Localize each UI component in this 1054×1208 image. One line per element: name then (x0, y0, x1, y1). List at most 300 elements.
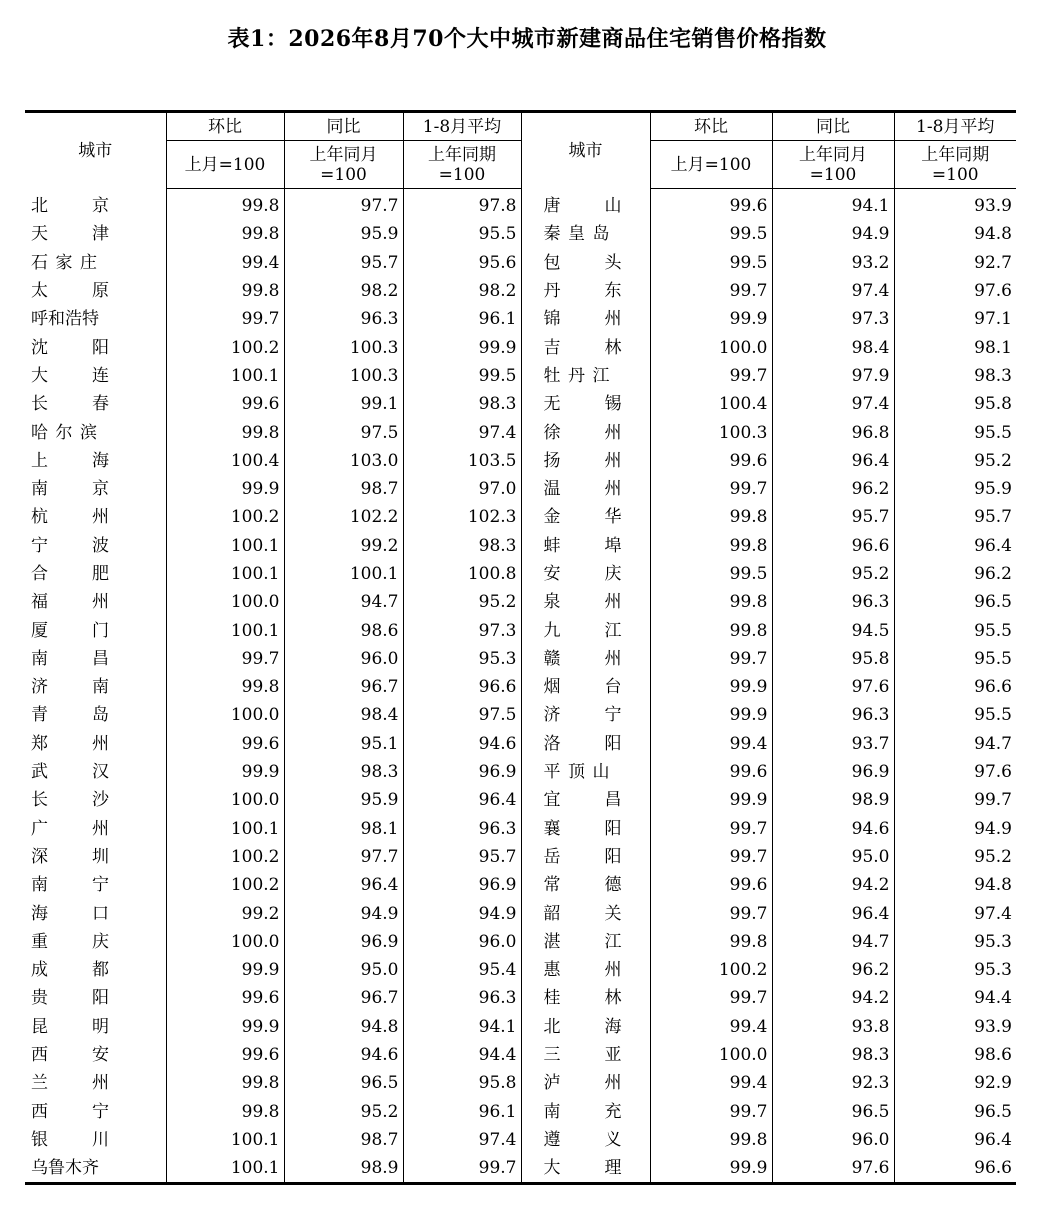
table-row (25, 390, 1016, 418)
city-name: 济 宁 (543, 705, 622, 726)
mom-cell-left: 100.2 (166, 503, 284, 531)
city-cell-right (521, 984, 650, 1012)
mom-cell-right: 99.8 (650, 588, 772, 616)
mom-cell-left: 100.1 (166, 815, 284, 843)
city-name: 安 庆 (543, 564, 622, 584)
city-name: 沈 阳 (31, 337, 109, 358)
yoy-cell-right: 95.7 (772, 503, 894, 531)
city-cell-left (25, 277, 166, 305)
mom-cell-left: 99.6 (166, 984, 284, 1012)
mom-cell-left: 99.6 (166, 1041, 284, 1069)
yoy-cell-left: 97.7 (284, 189, 403, 221)
avg-cell-left: 95.4 (403, 956, 521, 984)
header-yoy-left: 同比 (284, 112, 403, 141)
avg-cell-right: 94.8 (894, 871, 1016, 899)
mom-cell-right: 99.9 (650, 786, 772, 814)
city-cell-left (25, 1013, 166, 1041)
avg-cell-left: 99.5 (403, 362, 521, 390)
yoy-cell-right: 94.1 (772, 189, 894, 221)
city-name: 九 江 (543, 620, 622, 641)
yoy-cell-left: 96.9 (284, 928, 403, 956)
avg-cell-right: 96.6 (894, 673, 1016, 701)
avg-cell-left: 94.9 (403, 899, 521, 927)
city-name: 哈 尔 滨 (31, 422, 97, 443)
city-cell-left (25, 843, 166, 871)
city-cell-left (25, 390, 166, 418)
header-avg-left: 1-8月平均 (403, 112, 521, 141)
yoy-cell-right: 96.2 (772, 475, 894, 503)
yoy-cell-left: 95.9 (284, 220, 403, 248)
yoy-cell-right: 94.2 (772, 984, 894, 1012)
city-name: 长 春 (31, 394, 109, 415)
city-name: 洛 阳 (543, 733, 622, 754)
yoy-cell-left: 96.7 (284, 984, 403, 1012)
mom-cell-left: 100.0 (166, 786, 284, 814)
page-title: 表1：2026年8月70个大中城市新建商品住宅销售价格指数 (227, 26, 827, 52)
yoy-cell-right: 94.5 (772, 616, 894, 644)
city-name: 贵 阳 (31, 988, 109, 1009)
mom-cell-left: 99.6 (166, 390, 284, 418)
city-cell-right (521, 673, 650, 701)
mom-cell-right: 99.9 (650, 1154, 772, 1184)
mom-cell-right: 99.9 (650, 673, 772, 701)
mom-cell-left: 100.0 (166, 701, 284, 729)
city-name: 福 州 (31, 592, 109, 613)
avg-cell-left: 99.9 (403, 333, 521, 361)
avg-cell-right: 96.6 (894, 1154, 1016, 1184)
city-name: 湛 江 (543, 931, 622, 952)
city-cell-left (25, 1098, 166, 1126)
city-name: 宜 昌 (543, 790, 622, 811)
avg-cell-right: 94.8 (894, 220, 1016, 248)
avg-cell-left: 96.3 (403, 815, 521, 843)
header-mom-left: 环比 (166, 112, 284, 141)
city-name: 惠 州 (543, 960, 622, 981)
table-row (25, 503, 1016, 531)
avg-cell-right: 95.8 (894, 390, 1016, 418)
mom-cell-right: 99.7 (650, 1098, 772, 1126)
city-name: 三 亚 (543, 1045, 622, 1066)
city-cell-right (521, 189, 650, 221)
city-name: 上 海 (31, 450, 109, 471)
city-name: 成 都 (31, 960, 109, 981)
city-name: 北 京 (31, 195, 109, 216)
city-name: 南 昌 (31, 648, 109, 669)
city-cell-left (25, 1069, 166, 1097)
city-cell-left (25, 645, 166, 673)
city-name: 郑 州 (31, 733, 109, 754)
avg-cell-left: 97.8 (403, 189, 521, 221)
city-cell-left (25, 1041, 166, 1069)
yoy-cell-right: 95.0 (772, 843, 894, 871)
city-cell-left (25, 984, 166, 1012)
yoy-cell-right: 98.9 (772, 786, 894, 814)
yoy-cell-left: 95.1 (284, 730, 403, 758)
mom-cell-right: 99.7 (650, 843, 772, 871)
city-cell-right (521, 390, 650, 418)
city-name: 呼 和 浩 特 (31, 309, 99, 330)
avg-cell-left: 96.1 (403, 305, 521, 333)
avg-cell-right: 93.9 (894, 189, 1016, 221)
table-body (25, 189, 1016, 1184)
mom-cell-right: 99.9 (650, 305, 772, 333)
mom-cell-left: 99.8 (166, 1098, 284, 1126)
avg-cell-right: 95.5 (894, 701, 1016, 729)
city-cell-left (25, 249, 166, 277)
city-cell-left (25, 588, 166, 616)
avg-cell-left: 103.5 (403, 447, 521, 475)
city-cell-right (521, 645, 650, 673)
table-row (25, 843, 1016, 871)
avg-cell-right: 95.5 (894, 616, 1016, 644)
city-name: 杭 州 (31, 507, 109, 528)
table-row (25, 730, 1016, 758)
mom-cell-left: 100.1 (166, 1154, 284, 1184)
city-cell-left (25, 899, 166, 927)
mom-cell-right: 99.8 (650, 1126, 772, 1154)
header-yoy-base-left (284, 141, 403, 189)
table-row (25, 1154, 1016, 1184)
yoy-cell-right: 93.8 (772, 1013, 894, 1041)
city-name: 秦 皇 岛 (543, 224, 610, 245)
mom-cell-left: 99.8 (166, 673, 284, 701)
city-cell-left (25, 871, 166, 899)
yoy-cell-left: 98.4 (284, 701, 403, 729)
avg-cell-left: 96.9 (403, 758, 521, 786)
avg-cell-left: 95.8 (403, 1069, 521, 1097)
city-name: 深 圳 (31, 846, 109, 867)
table-row (25, 758, 1016, 786)
mom-cell-left: 99.8 (166, 220, 284, 248)
mom-cell-left: 99.9 (166, 956, 284, 984)
city-cell-right (521, 447, 650, 475)
mom-cell-right: 99.7 (650, 815, 772, 843)
city-name: 天 津 (31, 224, 109, 245)
mom-cell-right: 99.7 (650, 645, 772, 673)
yoy-cell-right: 93.7 (772, 730, 894, 758)
city-cell-left (25, 305, 166, 333)
avg-cell-right: 97.6 (894, 277, 1016, 305)
mom-cell-left: 100.2 (166, 843, 284, 871)
yoy-cell-left: 96.4 (284, 871, 403, 899)
avg-cell-left: 95.2 (403, 588, 521, 616)
yoy-cell-right: 95.8 (772, 645, 894, 673)
yoy-cell-right: 97.3 (772, 305, 894, 333)
city-name: 宁 波 (31, 535, 109, 556)
city-cell-left (25, 786, 166, 814)
avg-cell-left: 96.9 (403, 871, 521, 899)
city-name: 烟 台 (543, 677, 622, 698)
avg-cell-left: 98.2 (403, 277, 521, 305)
avg-cell-right: 98.3 (894, 362, 1016, 390)
city-name: 平 顶 山 (543, 762, 610, 783)
city-name: 北 海 (543, 1016, 622, 1037)
mom-cell-left: 100.0 (166, 928, 284, 956)
yoy-cell-left: 95.2 (284, 1098, 403, 1126)
city-cell-right (521, 786, 650, 814)
mom-cell-left: 100.4 (166, 447, 284, 475)
city-name: 温 州 (543, 479, 622, 500)
table-row (25, 871, 1016, 899)
mom-cell-right: 99.7 (650, 899, 772, 927)
mom-cell-right: 99.7 (650, 362, 772, 390)
city-name: 武 汉 (31, 762, 109, 783)
city-cell-left (25, 701, 166, 729)
table-row (25, 956, 1016, 984)
city-name: 唐 山 (543, 195, 622, 216)
header-mom-base-right: 上月=100 (650, 141, 772, 189)
mom-cell-right: 99.5 (650, 220, 772, 248)
avg-cell-right: 98.1 (894, 333, 1016, 361)
city-name: 泸 州 (543, 1073, 622, 1094)
yoy-cell-right: 97.4 (772, 390, 894, 418)
yoy-cell-left: 98.7 (284, 1126, 403, 1154)
city-name: 南 充 (543, 1101, 622, 1122)
header-yoy-base-right (772, 141, 894, 189)
city-cell-right (521, 1041, 650, 1069)
yoy-cell-right: 96.3 (772, 588, 894, 616)
table-row (25, 928, 1016, 956)
avg-cell-right: 95.2 (894, 447, 1016, 475)
avg-cell-right: 96.4 (894, 532, 1016, 560)
mom-cell-left: 99.7 (166, 645, 284, 673)
city-cell-right (521, 333, 650, 361)
city-name: 大 连 (31, 365, 109, 386)
header-yoy-base-line2: =100 (809, 164, 857, 185)
city-name: 昆 明 (31, 1016, 109, 1037)
yoy-cell-right: 96.9 (772, 758, 894, 786)
city-name: 金 华 (543, 507, 622, 528)
city-cell-left (25, 560, 166, 588)
city-name: 无 锡 (543, 394, 622, 415)
yoy-cell-left: 98.2 (284, 277, 403, 305)
mom-cell-left: 99.9 (166, 475, 284, 503)
mom-cell-left: 99.8 (166, 1069, 284, 1097)
mom-cell-left: 100.1 (166, 1126, 284, 1154)
city-cell-left (25, 673, 166, 701)
city-cell-right (521, 956, 650, 984)
table-row (25, 333, 1016, 361)
city-cell-left (25, 333, 166, 361)
yoy-cell-right: 97.9 (772, 362, 894, 390)
city-name: 石 家 庄 (31, 252, 97, 273)
avg-cell-right: 93.9 (894, 1013, 1016, 1041)
mom-cell-right: 100.0 (650, 333, 772, 361)
yoy-cell-left: 97.7 (284, 843, 403, 871)
yoy-cell-right: 94.9 (772, 220, 894, 248)
mom-cell-right: 99.7 (650, 984, 772, 1012)
mom-cell-left: 99.2 (166, 899, 284, 927)
city-cell-right (521, 475, 650, 503)
avg-cell-left: 95.3 (403, 645, 521, 673)
avg-cell-right: 95.9 (894, 475, 1016, 503)
yoy-cell-right: 92.3 (772, 1069, 894, 1097)
header-avg-base-line1: 上年同期 (428, 144, 496, 165)
table-header (25, 112, 1016, 189)
yoy-cell-left: 98.9 (284, 1154, 403, 1184)
avg-cell-right: 97.1 (894, 305, 1016, 333)
avg-cell-left: 96.1 (403, 1098, 521, 1126)
yoy-cell-right: 97.6 (772, 673, 894, 701)
header-avg-base-line2: =100 (438, 164, 486, 185)
table-row (25, 418, 1016, 446)
table-row (25, 1098, 1016, 1126)
yoy-cell-left: 94.8 (284, 1013, 403, 1041)
mom-cell-right: 99.6 (650, 871, 772, 899)
table-row (25, 588, 1016, 616)
yoy-cell-left: 96.0 (284, 645, 403, 673)
city-cell-right (521, 758, 650, 786)
table-row (25, 189, 1016, 221)
table-row (25, 786, 1016, 814)
header-yoy-base-line2: =100 (320, 164, 367, 185)
city-cell-left (25, 956, 166, 984)
city-name: 兰 州 (31, 1073, 109, 1094)
city-cell-left (25, 475, 166, 503)
city-cell-left (25, 503, 166, 531)
table-row (25, 673, 1016, 701)
mom-cell-right: 99.8 (650, 928, 772, 956)
avg-cell-left: 95.6 (403, 249, 521, 277)
avg-cell-left: 97.4 (403, 418, 521, 446)
table-row (25, 475, 1016, 503)
avg-cell-right: 99.7 (894, 786, 1016, 814)
city-name: 遵 义 (543, 1129, 622, 1150)
avg-cell-right: 98.6 (894, 1041, 1016, 1069)
city-name: 常 德 (543, 875, 622, 896)
city-name: 包 头 (543, 252, 622, 273)
table-row (25, 1069, 1016, 1097)
city-cell-left (25, 220, 166, 248)
avg-cell-right: 96.2 (894, 560, 1016, 588)
city-cell-left (25, 758, 166, 786)
mom-cell-right: 99.7 (650, 475, 772, 503)
city-cell-right (521, 1154, 650, 1184)
city-name: 岳 阳 (543, 846, 622, 867)
avg-cell-right: 96.5 (894, 1098, 1016, 1126)
table-row (25, 447, 1016, 475)
yoy-cell-left: 102.2 (284, 503, 403, 531)
avg-cell-left: 96.6 (403, 673, 521, 701)
yoy-cell-left: 98.7 (284, 475, 403, 503)
avg-cell-right: 95.5 (894, 418, 1016, 446)
yoy-cell-left: 94.6 (284, 1041, 403, 1069)
header-city-right: 城市 (521, 112, 650, 189)
city-cell-right (521, 503, 650, 531)
yoy-cell-left: 100.3 (284, 362, 403, 390)
yoy-cell-right: 96.2 (772, 956, 894, 984)
city-cell-right (521, 843, 650, 871)
city-name: 牡 丹 江 (543, 365, 610, 386)
table-row (25, 560, 1016, 588)
avg-cell-right: 95.7 (894, 503, 1016, 531)
mom-cell-right: 99.6 (650, 447, 772, 475)
city-name: 厦 门 (31, 620, 109, 641)
city-name: 西 宁 (31, 1101, 109, 1122)
header-city-left: 城市 (25, 112, 166, 189)
city-cell-left (25, 1126, 166, 1154)
mom-cell-left: 100.2 (166, 871, 284, 899)
yoy-cell-right: 96.3 (772, 701, 894, 729)
yoy-cell-right: 94.6 (772, 815, 894, 843)
city-cell-left (25, 730, 166, 758)
table-row (25, 532, 1016, 560)
mom-cell-left: 99.8 (166, 418, 284, 446)
avg-cell-right: 92.9 (894, 1069, 1016, 1097)
city-name: 韶 关 (543, 903, 622, 924)
price-index-table (25, 110, 1016, 1185)
avg-cell-left: 99.7 (403, 1154, 521, 1184)
avg-cell-left: 95.5 (403, 220, 521, 248)
avg-cell-left: 97.5 (403, 701, 521, 729)
city-name: 青 岛 (31, 705, 109, 726)
table-row (25, 1041, 1016, 1069)
yoy-cell-right: 96.4 (772, 899, 894, 927)
avg-cell-right: 94.4 (894, 984, 1016, 1012)
mom-cell-right: 99.6 (650, 758, 772, 786)
header-mom-base-left: 上月=100 (166, 141, 284, 189)
table-row (25, 616, 1016, 644)
header-avg-base-line2: =100 (931, 164, 979, 185)
yoy-cell-left: 98.6 (284, 616, 403, 644)
mom-cell-left: 99.9 (166, 1013, 284, 1041)
city-cell-left (25, 447, 166, 475)
city-name: 徐 州 (543, 422, 622, 443)
city-name: 丹 东 (543, 281, 622, 302)
city-cell-right (521, 1098, 650, 1126)
mom-cell-left: 99.8 (166, 189, 284, 221)
mom-cell-left: 99.4 (166, 249, 284, 277)
city-name: 广 州 (31, 818, 109, 839)
yoy-cell-left: 95.9 (284, 786, 403, 814)
city-cell-right (521, 362, 650, 390)
mom-cell-right: 99.7 (650, 277, 772, 305)
yoy-cell-left: 98.1 (284, 815, 403, 843)
yoy-cell-right: 97.4 (772, 277, 894, 305)
avg-cell-left: 94.1 (403, 1013, 521, 1041)
city-cell-left (25, 815, 166, 843)
city-cell-right (521, 730, 650, 758)
table-row (25, 984, 1016, 1012)
city-cell-right (521, 560, 650, 588)
yoy-cell-right: 97.6 (772, 1154, 894, 1184)
city-name: 锦 州 (543, 309, 622, 330)
mom-cell-right: 99.6 (650, 189, 772, 221)
yoy-cell-left: 97.5 (284, 418, 403, 446)
mom-cell-left: 100.2 (166, 333, 284, 361)
yoy-cell-right: 96.4 (772, 447, 894, 475)
avg-cell-left: 94.4 (403, 1041, 521, 1069)
city-name: 桂 林 (543, 988, 622, 1009)
avg-cell-left: 97.3 (403, 616, 521, 644)
table-row (25, 220, 1016, 248)
yoy-cell-right: 94.2 (772, 871, 894, 899)
avg-cell-left: 97.4 (403, 1126, 521, 1154)
yoy-cell-left: 95.0 (284, 956, 403, 984)
mom-cell-right: 99.4 (650, 1069, 772, 1097)
yoy-cell-right: 94.7 (772, 928, 894, 956)
table-row (25, 362, 1016, 390)
avg-cell-right: 96.5 (894, 588, 1016, 616)
header-avg-right: 1-8月平均 (894, 112, 1016, 141)
city-name: 长 沙 (31, 790, 109, 811)
yoy-cell-right: 96.6 (772, 532, 894, 560)
avg-cell-right: 94.9 (894, 815, 1016, 843)
avg-cell-left: 96.4 (403, 786, 521, 814)
mom-cell-left: 100.1 (166, 362, 284, 390)
avg-cell-left: 100.8 (403, 560, 521, 588)
city-cell-left (25, 532, 166, 560)
